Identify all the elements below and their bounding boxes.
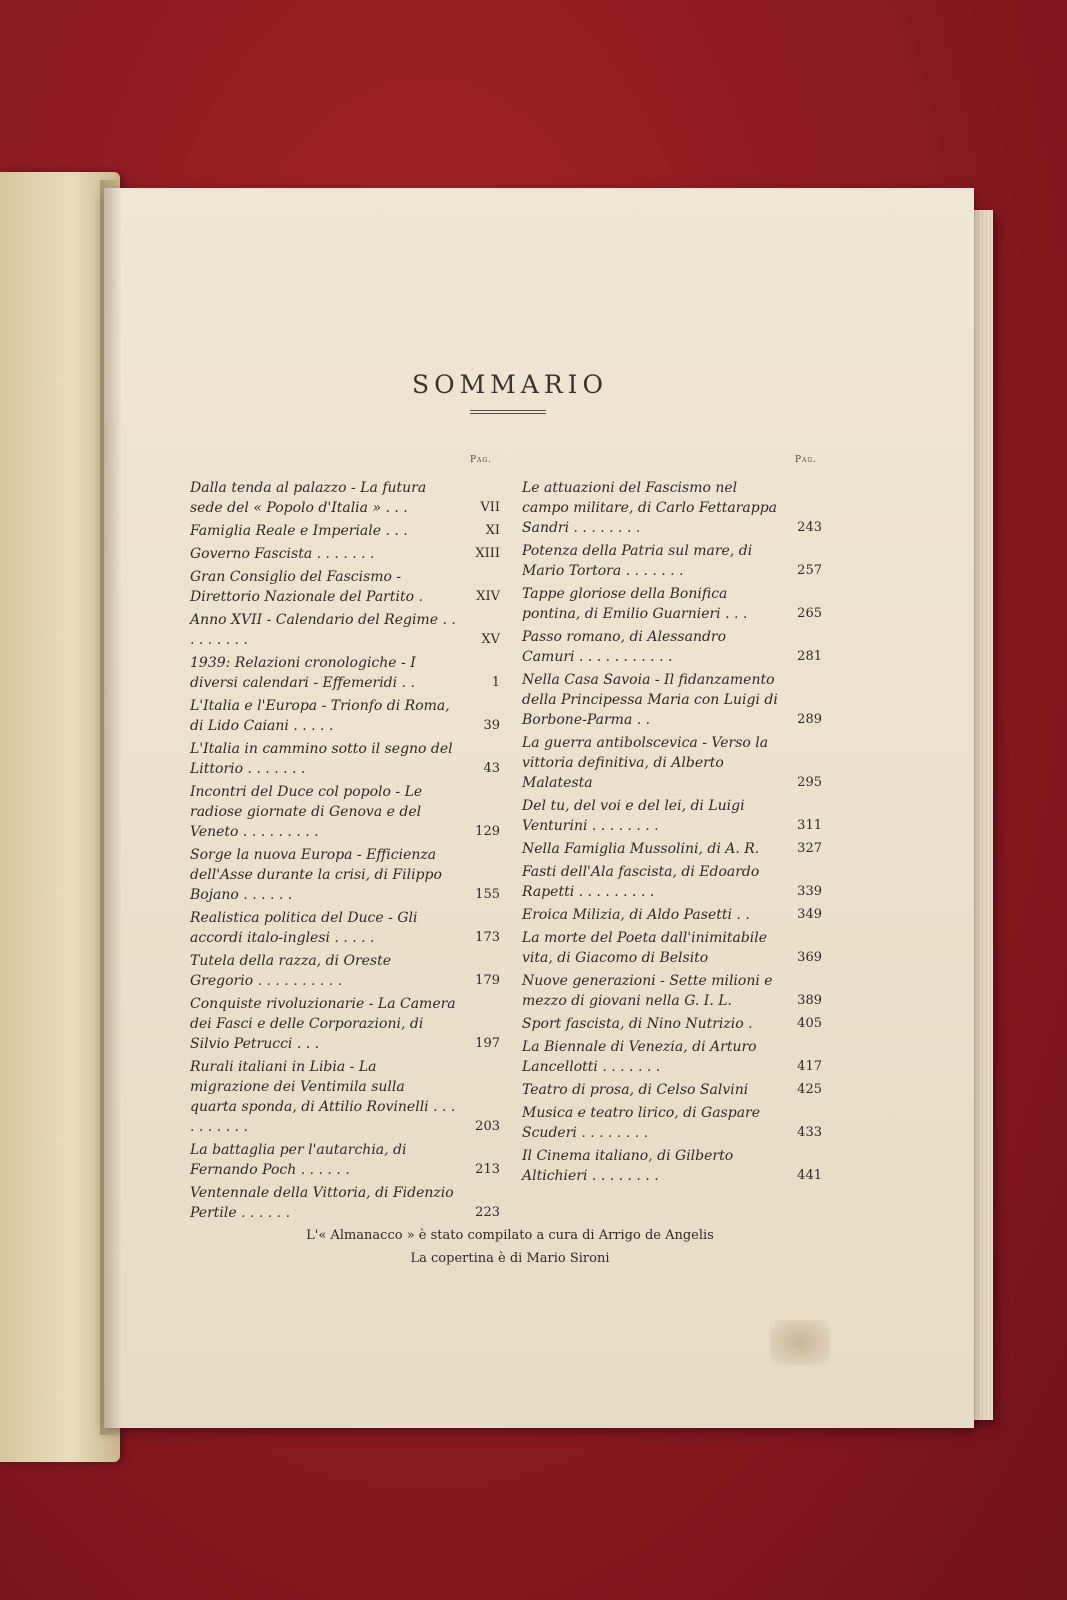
toc-entry-title: Potenza della Patria sul mare, di Mario Tortora . . . . . . . — [522, 543, 753, 579]
toc-entry-page: 311 — [797, 818, 822, 833]
toc-entry-title: Rurali italiani in Libia - La migrazione dei Ventimila sulla quarta sponda, di Attilio Rovinelli . . . . . . . . . . — [190, 1059, 456, 1135]
toc-entry-page: 327 — [797, 841, 822, 856]
toc-entry — [522, 1014, 822, 1034]
page-stain — [770, 1320, 830, 1365]
toc-entry — [190, 994, 500, 1054]
toc-entry — [522, 670, 822, 730]
toc-entry-title: Gran Consiglio del Fascismo - Direttorio Nazionale del Partito . — [190, 569, 423, 605]
toc-entry-page: 369 — [797, 950, 822, 965]
toc-entry — [190, 782, 500, 842]
toc-entry-title: La battaglia per l'autarchia, di Fernando Poch . . . . . . — [190, 1142, 407, 1178]
toc-entry-page: 39 — [483, 718, 500, 733]
toc-entry-page: 349 — [797, 907, 822, 922]
toc-entry — [522, 971, 822, 1011]
toc-entry — [522, 627, 822, 667]
toc-entry-title: Tutela della razza, di Oreste Gregorio . . . . . . . . . . — [190, 953, 392, 989]
toc-entry — [190, 1140, 500, 1180]
toc-entry-page: 257 — [797, 563, 822, 578]
toc-entry — [190, 908, 500, 948]
toc-entry-page: 1 — [491, 675, 500, 690]
toc-entry-page: 265 — [797, 606, 822, 621]
toc-entry-title: Musica e teatro lirico, di Gaspare Scuderi . . . . . . . . — [522, 1105, 761, 1141]
toc-entry-page: 213 — [475, 1162, 500, 1177]
toc-entry-page: 281 — [797, 649, 822, 664]
toc-entry — [522, 905, 822, 925]
toc-entry-title: Eroica Milizia, di Aldo Pasetti . . — [522, 907, 750, 923]
toc-entry — [522, 733, 822, 793]
toc-left-column — [190, 478, 500, 1226]
toc-entry — [522, 796, 822, 836]
toc-entry-page: 417 — [797, 1059, 822, 1074]
toc-entry-page: 173 — [475, 930, 500, 945]
toc-entry — [522, 541, 822, 581]
toc-entry-title: Nuove generazioni - Sette milioni e mezzo di giovani nella G. I. L. — [522, 973, 773, 1009]
toc-entry — [190, 845, 500, 905]
toc-entry-page: 129 — [475, 824, 500, 839]
title-rule — [470, 410, 546, 414]
toc-entry-page: 339 — [797, 884, 822, 899]
toc-entry-title: Sorge la nuova Europa - Efficienza dell'Asse durante la crisi, di Filippo Bojano . . . . . . — [190, 847, 442, 903]
toc-entry-page: 179 — [475, 973, 500, 988]
toc-entry-title: Passo romano, di Alessandro Camuri . . . . . . . . . . . — [522, 629, 727, 665]
toc-entry-title: Dalla tenda al palazzo - La futura sede del « Popolo d'Italia » . . . — [190, 480, 427, 516]
toc-entry — [190, 544, 500, 564]
toc-entry — [522, 928, 822, 968]
toc-entry — [522, 839, 822, 859]
toc-entry-title: Realistica politica del Duce - Gli accordi italo-inglesi . . . . . — [190, 910, 418, 946]
toc-entry-title: L'Italia in cammino sotto il segno del Littorio . . . . . . . — [190, 741, 453, 777]
toc-entry-title: La guerra antibolscevica - Verso la vittoria definitiva, di Alberto Malatesta — [522, 735, 769, 791]
toc-entry — [522, 1080, 822, 1100]
toc-entry-title: Famiglia Reale e Imperiale . . . — [190, 523, 408, 539]
toc-entry — [190, 739, 500, 779]
toc-entry — [190, 1057, 500, 1137]
toc-entry-title: Sport fascista, di Nino Nutrizio . — [522, 1016, 753, 1032]
toc-entry-page: 425 — [797, 1082, 822, 1097]
toc-entry-title: Fasti dell'Ala fascista, di Edoardo Rapetti . . . . . . . . . — [522, 864, 760, 900]
toc-entry-page: 289 — [797, 712, 822, 727]
pag-label-right: Pag. — [795, 455, 818, 465]
toc-entry — [190, 610, 500, 650]
toc-entry-title: Nella Famiglia Mussolini, di A. R. — [522, 841, 760, 857]
toc-entry — [190, 951, 500, 991]
toc-entry — [522, 478, 822, 538]
toc-entry — [190, 567, 500, 607]
toc-entry-title: La morte del Poeta dall'inimitabile vita, di Giacomo di Belsito — [522, 930, 768, 966]
toc-entry-title: Ventennale della Vittoria, di Fidenzio Pertile . . . . . . — [190, 1185, 454, 1221]
toc-entry — [190, 478, 500, 518]
toc-entry-title: Del tu, del voi e del lei, di Luigi Venturini . . . . . . . . — [522, 798, 745, 834]
toc-entry-title: 1939: Relazioni cronologiche - I diversi calendari - Effemeridi . . — [190, 655, 416, 691]
toc-entry-page: XV — [481, 632, 500, 647]
toc-right-column — [522, 478, 822, 1189]
toc-entry-page: VII — [480, 500, 500, 515]
toc-entry-title: La Biennale di Venezia, di Arturo Lancellotti . . . . . . . — [522, 1039, 757, 1075]
toc-entry — [190, 696, 500, 736]
toc-entry-title: Incontri del Duce col popolo - Le radiose giornate di Genova e del Veneto . . . . . . . . . — [190, 784, 423, 840]
toc-entry-page: 203 — [475, 1119, 500, 1134]
toc-entry-page: 295 — [797, 775, 822, 790]
toc-entry-title: Tappe gloriose della Bonifica pontina, di Emilio Guarnieri . . . — [522, 586, 748, 622]
toc-entry-title: Le attuazioni del Fascismo nel campo militare, di Carlo Fettarappa Sandri . . . . . . . . — [522, 480, 778, 536]
toc-entry-title: Il Cinema italiano, di Gilberto Altichieri . . . . . . . . — [522, 1148, 734, 1184]
toc-entry-page: 155 — [475, 887, 500, 902]
toc-entry — [190, 1183, 500, 1223]
book-spine-shadow — [100, 180, 122, 1435]
toc-entry-title: Anno XVII - Calendario del Regime . . . . . . . . . — [190, 612, 456, 648]
toc-entry-title: Nella Casa Savoia - Il fidanzamento della Principessa Maria con Luigi di Borbone-Parma . . — [522, 672, 778, 728]
toc-entry-page: 243 — [797, 520, 822, 535]
toc-entry — [522, 862, 822, 902]
toc-entry-page: 197 — [475, 1036, 500, 1051]
toc-entry-title: Teatro di prosa, di Celso Salvini — [522, 1082, 749, 1098]
page-title: SOMMARIO — [411, 370, 609, 399]
toc-entry — [522, 584, 822, 624]
toc-entry — [522, 1103, 822, 1143]
toc-entry-title: Governo Fascista . . . . . . . — [190, 546, 375, 562]
toc-entry-page: 43 — [483, 761, 500, 776]
toc-entry-title: L'Italia e l'Europa - Trionfo di Roma, di Lido Caiani . . . . . — [190, 698, 450, 734]
toc-entry — [522, 1146, 822, 1186]
toc-entry-page: 433 — [797, 1125, 822, 1140]
footer-cover-credit: La copertina è di Mario Sironi — [410, 1251, 610, 1266]
toc-entry — [190, 521, 500, 541]
toc-entry-page: 405 — [797, 1016, 822, 1031]
pag-label-left: Pag. — [470, 455, 493, 465]
toc-entry-page: 389 — [797, 993, 822, 1008]
toc-entry — [522, 1037, 822, 1077]
toc-entry-page: XIV — [476, 589, 500, 604]
toc-entry-title: Conquiste rivoluzionarie - La Camera dei Fasci e delle Corporazioni, di Silvio Petrucci . . . — [190, 996, 456, 1052]
toc-entry-page: 223 — [475, 1205, 500, 1220]
toc-entry-page: XI — [485, 523, 500, 538]
toc-entry-page: XIII — [475, 546, 500, 561]
toc-entry-page: 441 — [797, 1168, 822, 1183]
footer-compiled-by: L'« Almanacco » è stato compilato a cura di Arrigo de Angelis — [306, 1228, 714, 1243]
toc-entry — [190, 653, 500, 693]
